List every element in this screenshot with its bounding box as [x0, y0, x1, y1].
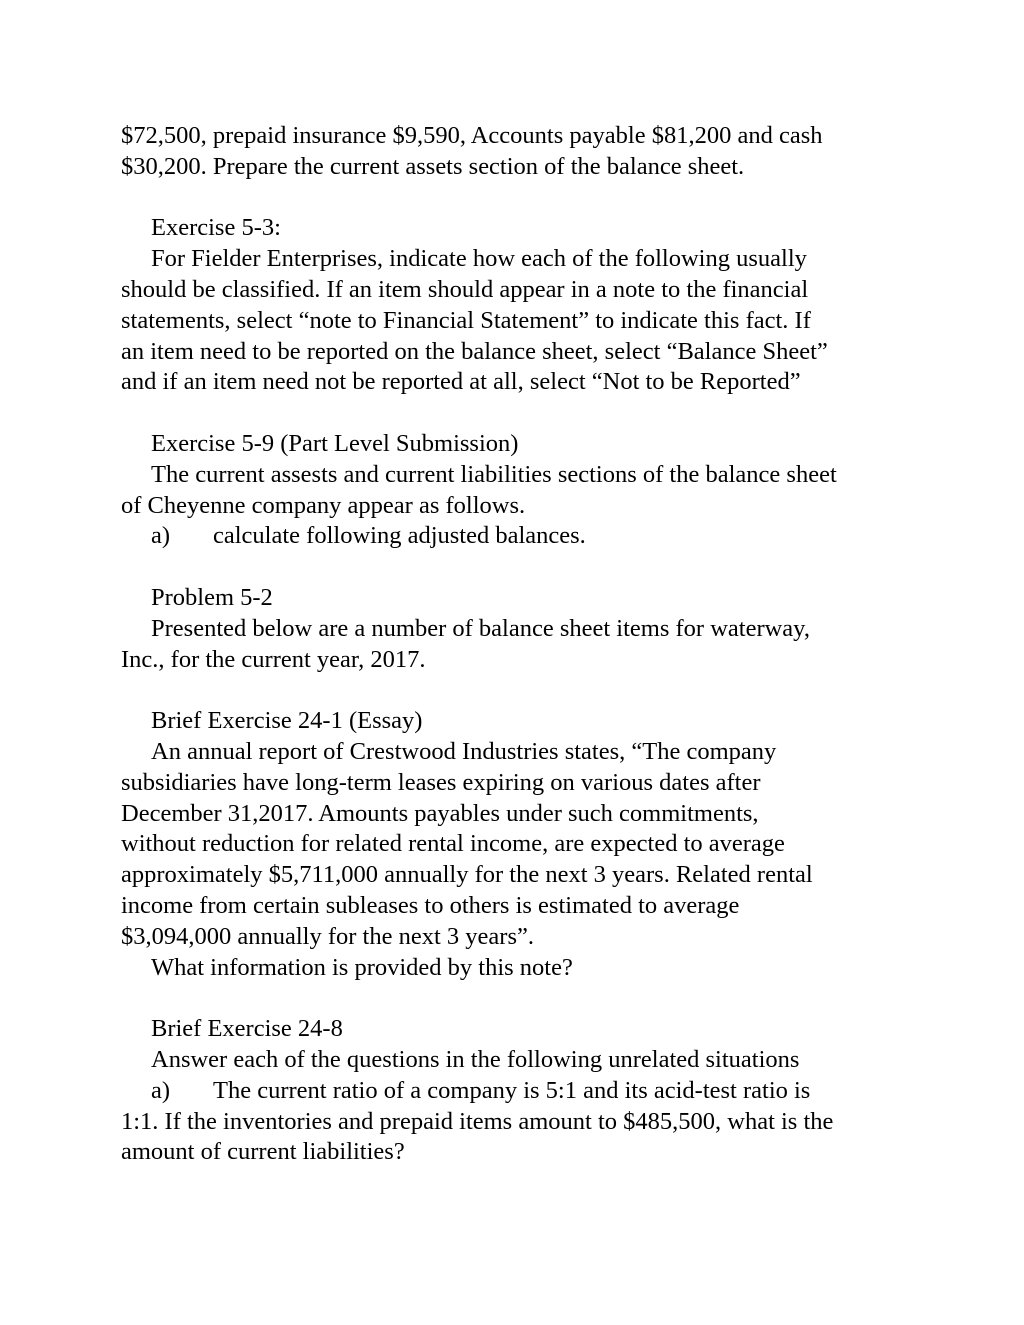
brief-exercise-24-1-heading: Brief Exercise 24-1 (Essay) — [151, 707, 423, 735]
spacer — [121, 183, 921, 214]
list-item — [121, 521, 921, 552]
brief-exercise-24-8-heading: Brief Exercise 24-8 — [151, 1015, 343, 1043]
paragraph-line: without reduction for related rental income, are expected to average — [121, 830, 785, 858]
spacer — [121, 983, 921, 1014]
paragraph-line: $3,094,000 annually for the next 3 years”. — [121, 922, 534, 950]
list-marker: a) — [151, 1076, 171, 1104]
list-item — [121, 1076, 921, 1107]
exercise-5-3-heading: Exercise 5-3: — [151, 214, 281, 242]
paragraph-line: approximately $5,711,000 annually for the next 3 years. Related rental — [121, 861, 813, 889]
paragraph-line: Presented below are a number of balance sheet items for waterway, — [151, 614, 810, 642]
paragraph-line: an item need to be reported on the balance sheet, select “Balance Sheet” — [121, 337, 828, 365]
paragraph-line: statements, select “note to Financial Statement” to indicate this fact. If — [121, 306, 811, 334]
paragraph-line: An annual report of Crestwood Industries states, “The company — [151, 737, 777, 765]
paragraph-line: should be classified. If an item should appear in a note to the financial — [121, 275, 809, 303]
intro-line: $30,200. Prepare the current assets section of the balance sheet. — [121, 152, 745, 180]
exercise-5-9-heading: Exercise 5-9 (Part Level Submission) — [151, 429, 519, 457]
paragraph-line: Inc., for the current year, 2017. — [121, 645, 426, 673]
paragraph-line: December 31,2017. Amounts payables under such commitments, — [121, 799, 759, 827]
paragraph-line: and if an item need not be reported at all, select “Not to be Reported” — [121, 368, 801, 396]
list-item-text: calculate following adjusted balances. — [213, 522, 586, 550]
question-line: What information is provided by this note? — [151, 953, 573, 981]
paragraph-line: subsidiaries have long-term leases expiring on various dates after — [121, 768, 761, 796]
paragraph-line: For Fielder Enterprises, indicate how each of the following usually — [151, 245, 807, 273]
intro-line: $72,500, prepaid insurance $9,590, Accounts payable $81,200 and cash — [121, 122, 823, 149]
spacer — [121, 552, 921, 583]
paragraph-line: of Cheyenne company appear as follows. — [121, 491, 526, 519]
problem-5-2-heading: Problem 5-2 — [151, 583, 273, 611]
paragraph-line: The current assests and current liabilities sections of the balance sheet — [151, 460, 837, 488]
spacer — [121, 675, 921, 706]
list-item-text: The current ratio of a company is 5:1 and its acid-test ratio is — [213, 1076, 811, 1104]
paragraph-line: amount of current liabilities? — [121, 1138, 405, 1166]
paragraph-line: income from certain subleases to others is estimated to average — [121, 891, 740, 919]
paragraph-line: Answer each of the questions in the following unrelated situations — [151, 1045, 800, 1073]
spacer — [121, 398, 921, 429]
paragraph-line: 1:1. If the inventories and prepaid items amount to $485,500, what is the — [121, 1107, 834, 1135]
list-marker: a) — [151, 522, 171, 550]
document-page — [121, 121, 921, 1168]
